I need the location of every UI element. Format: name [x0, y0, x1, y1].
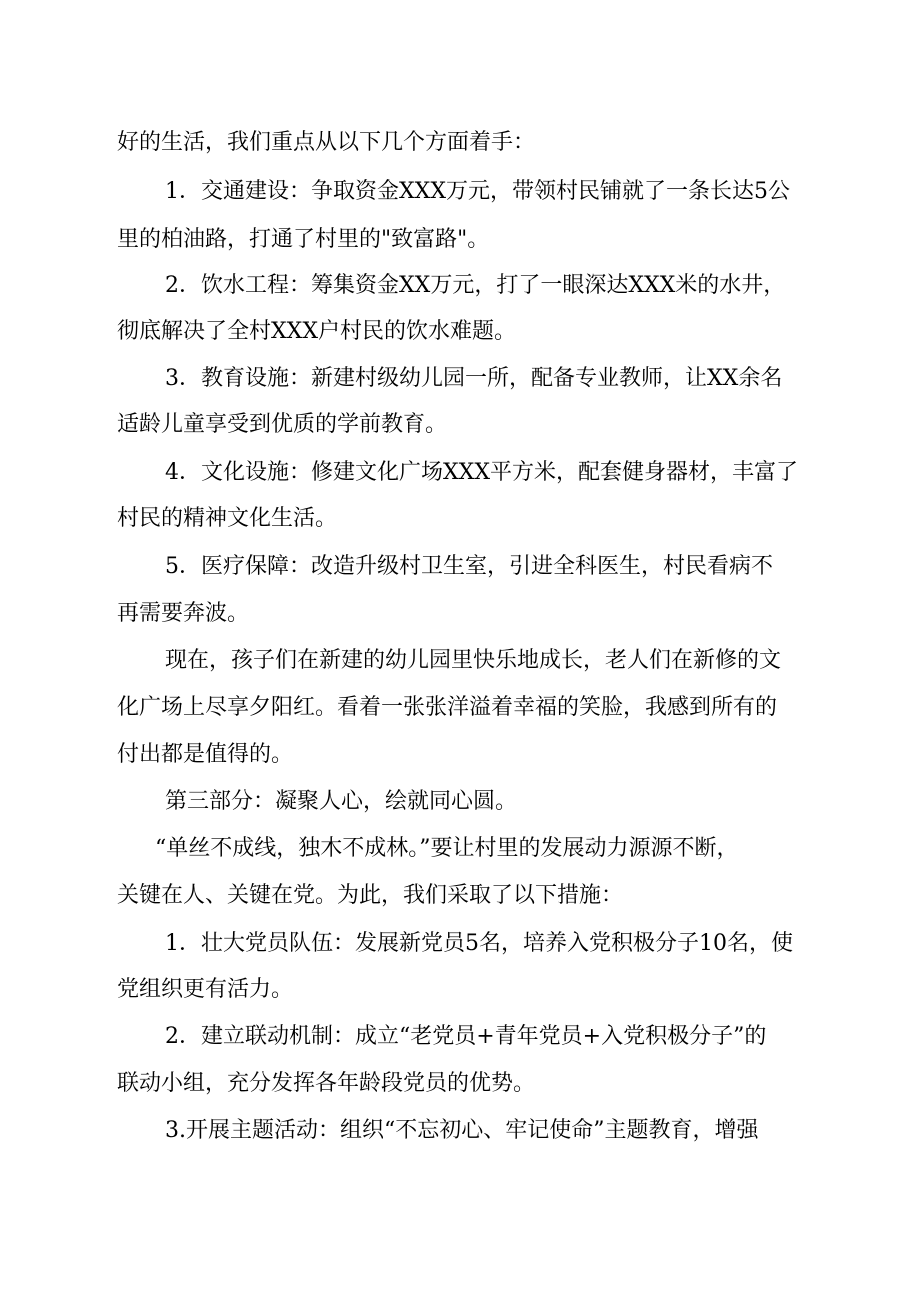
text-line: 好的生活，我们重点从以下几个方面着手：	[117, 130, 536, 155]
text-line: 彻底解决了全村XXX户村民的饮水难题。	[117, 319, 516, 344]
text-line: 关键在人、关键在党。为此，我们采取了以下措施：	[117, 883, 624, 908]
text-line: 适龄儿童享受到优质的学前教育。	[117, 412, 448, 437]
text-line: 2．饮水工程：筹集资金XX万元，打了一眼深达XXX米的水井，	[165, 273, 786, 298]
text-line: 化广场上尽享夕阳红。看着一张张洋溢着幸福的笑脸，我感到所有的	[117, 695, 778, 720]
text-line: 3.开展主题活动：组织“不忘初心、牢记使命”主题教育，增强	[165, 1118, 759, 1143]
text-line: 现在，孩子们在新建的幼儿园里快乐地成长，老人们在新修的文	[165, 648, 782, 673]
text-line: 村民的精神文化生活。	[117, 506, 338, 531]
text-line: “单丝不成线，独木不成林。”要让村里的发展动力源源不断，	[155, 836, 739, 861]
text-line: 联动小组，充分发挥各年龄段党员的优势。	[117, 1071, 536, 1096]
text-line: 2．建立联动机制：成立“老党员+青年党员+入党积极分子”的	[165, 1024, 767, 1049]
text-line: 付出都是值得的。	[117, 742, 294, 767]
text-line: 党组织更有活力。	[117, 977, 294, 1002]
text-line: 再需要奔波。	[117, 601, 250, 626]
text-line: 5．医疗保障：改造升级村卫生室，引进全科医生，村民看病不	[165, 554, 773, 579]
text-line: 1．交通建设：争取资金XXX万元，带领村民铺就了一条长达5公	[165, 179, 790, 204]
text-line: 4．文化设施：修建文化广场XXX平方米，配套健身器材，丰富了	[165, 460, 798, 485]
text-line: 里的柏油路，打通了村里的"致富路"。	[117, 227, 490, 252]
text-line: 3．教育设施：新建村级幼儿园一所，配备专业教师，让XX余名	[165, 366, 783, 391]
section-heading: 第三部分：凝聚人心，绘就同心圆。	[165, 789, 518, 814]
text-line: 1．壮大党员队伍：发展新党员5名，培养入党积极分子10名，使	[165, 931, 793, 956]
